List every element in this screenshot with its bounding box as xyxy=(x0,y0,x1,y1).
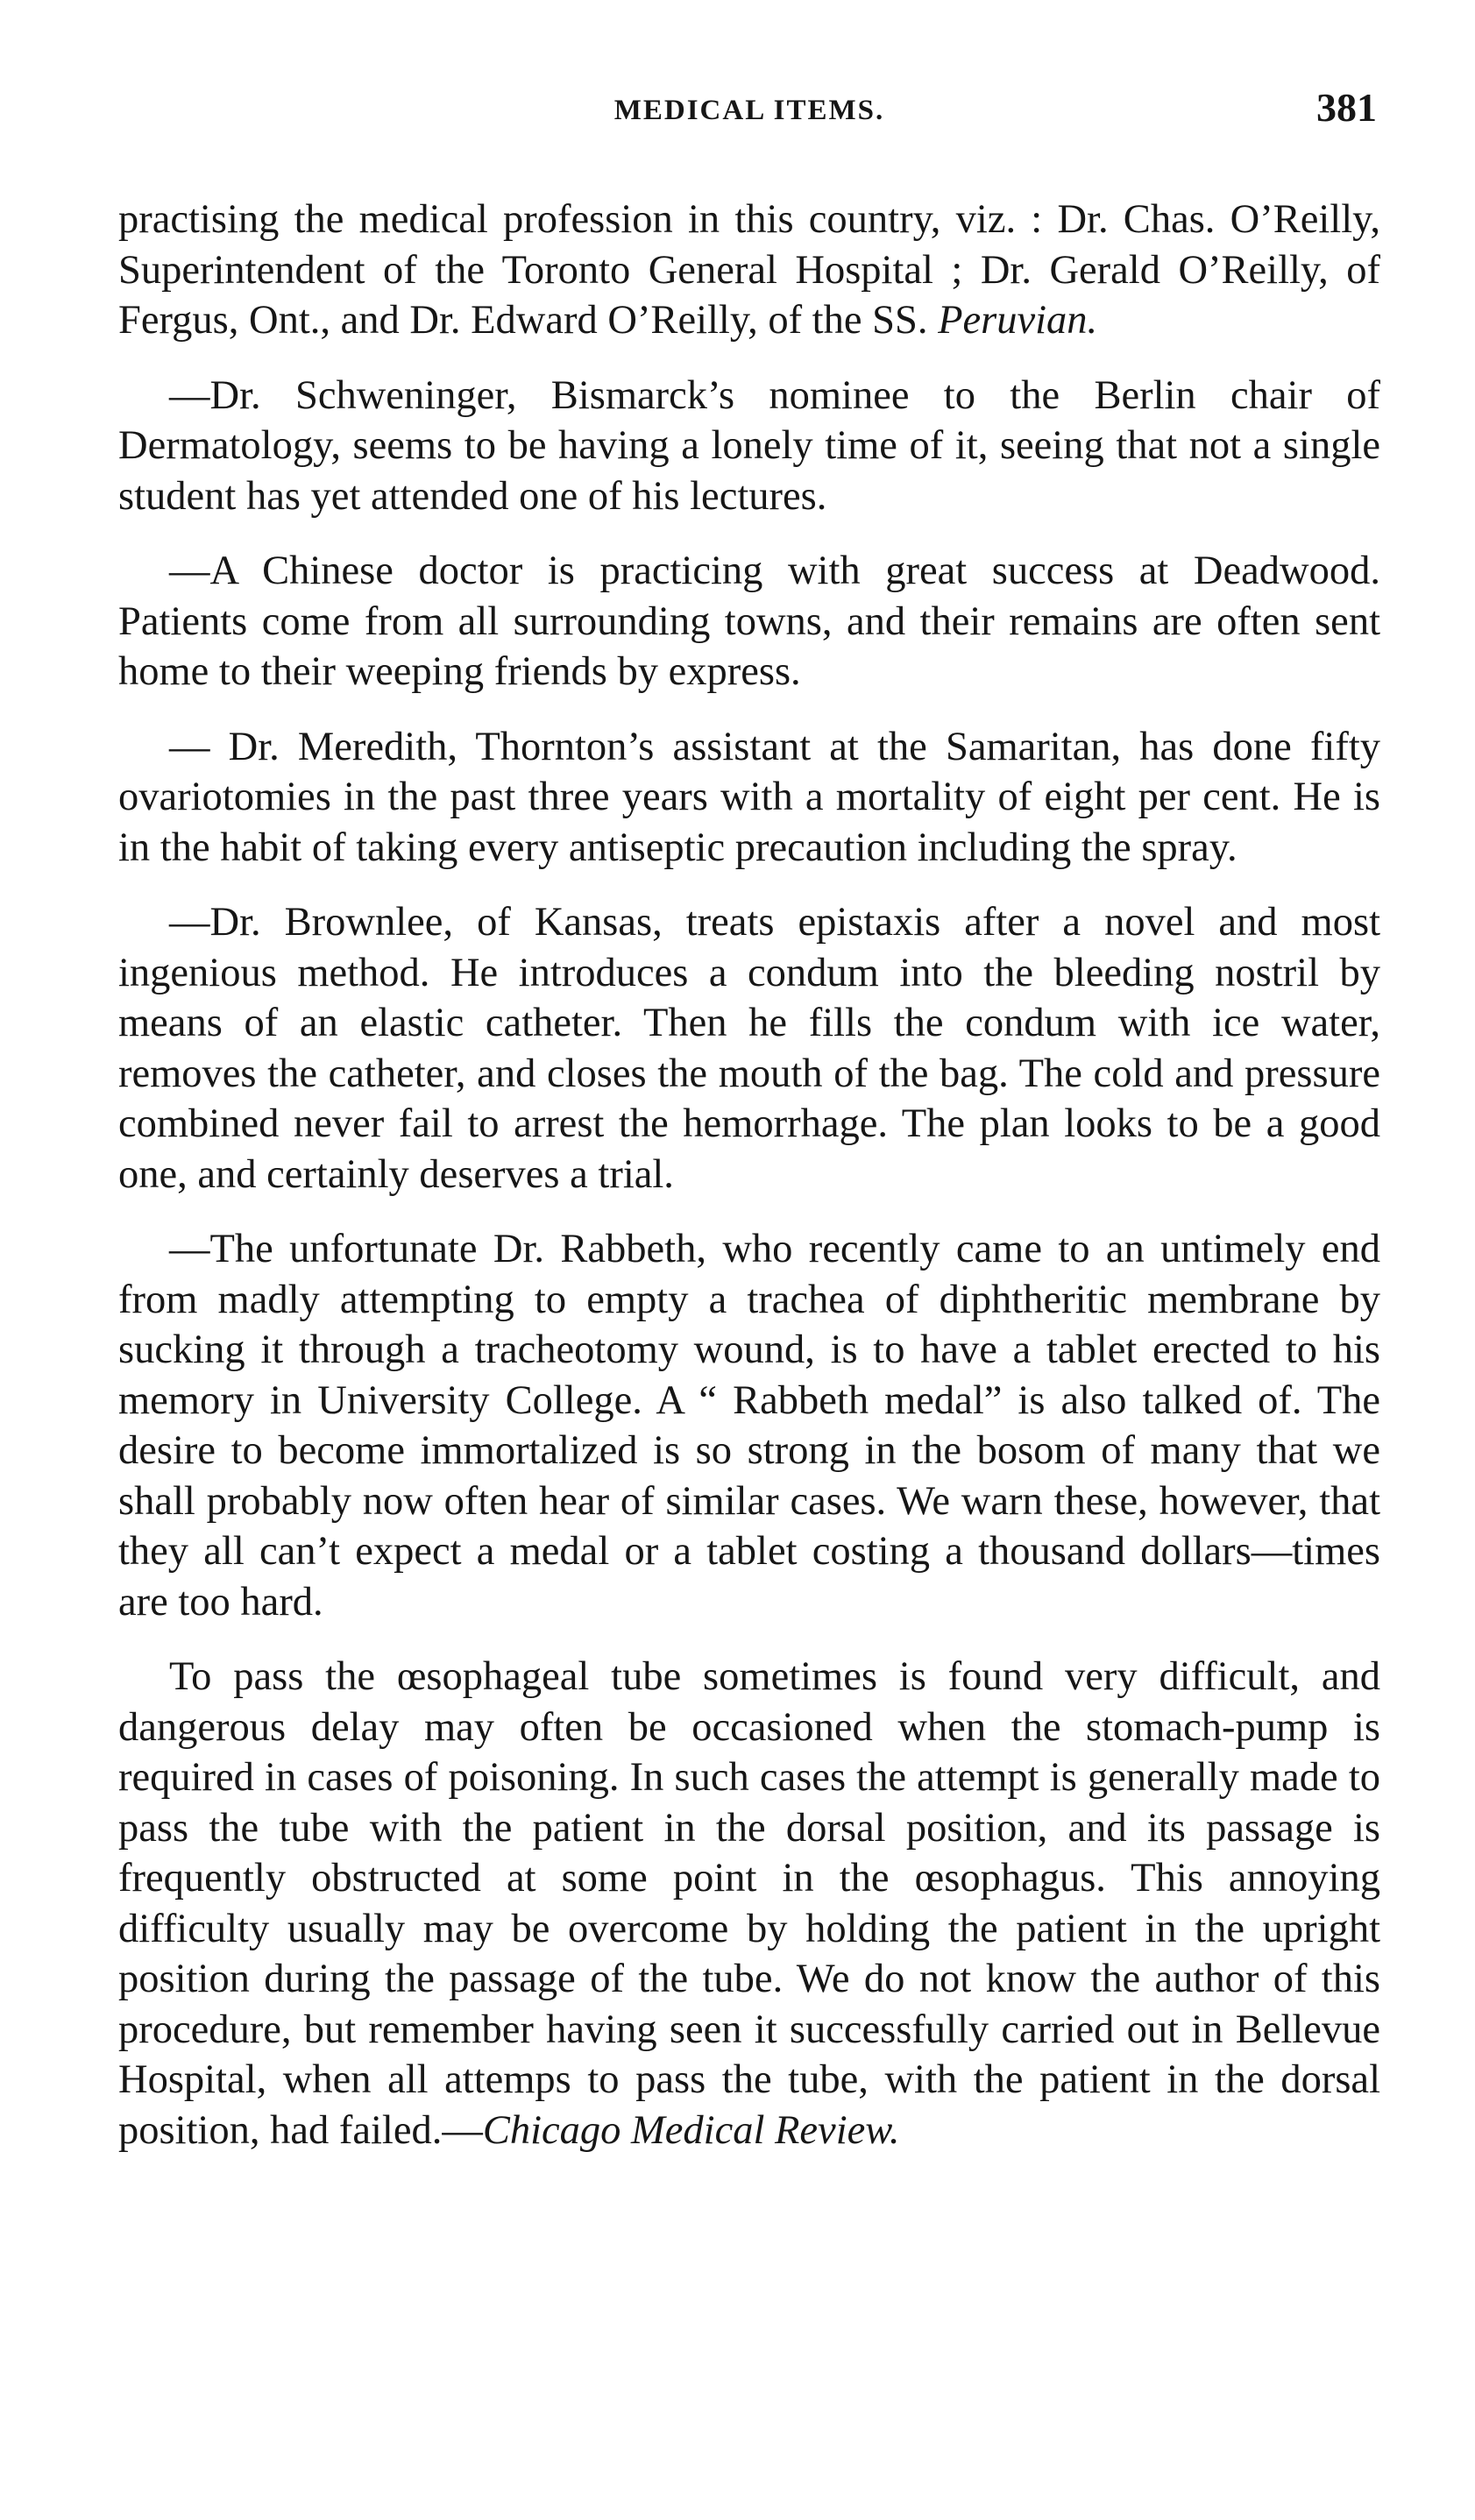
document-page xyxy=(118,79,1380,2180)
ship-name: Peruvian. xyxy=(938,298,1098,343)
running-head xyxy=(118,79,1380,149)
paragraph-text: To pass the œsophageal tube sometimes is found very difficult, and dangerous delay may often be occasioned when the stomach-pump is required in cases of poisoning. In such cases the attempt is generally made to pass the tube with the patient in the dorsal position, and its passage is frequently obstructed at some point in the œsophagus. This annoying difficulty usually may be overcome by holding the patient in the upright position during the passage of the tube. We do not know the author of this procedure, but remember having seen it successfully carried out in Bellevue Hospital, when all attemps to pass the tube, with the patient in the dorsal position, had failed.— xyxy=(118,1654,1380,2153)
paragraph-oesophageal-tube xyxy=(118,1652,1380,2155)
page-number: 381 xyxy=(1316,85,1377,130)
paragraph-schweninger: —Dr. Schweninger, Bismarck’s nominee to the Berlin chair of Dermatology, seems to be having a lonely time of it, seeing that not a single student has yet attended one of his lectures. xyxy=(118,372,1380,519)
paragraph-meredith: — Dr. Meredith, Thornton’s assistant at the Samaritan, has done fifty ovariotomies in the past three years with a mortality of eight per cent. He is in the habit of taking every antiseptic precaution including the spray. xyxy=(118,724,1380,870)
source-citation: Chicago Medical Review. xyxy=(482,2107,900,2153)
paragraph-brownlee: —Dr. Brownlee, of Kansas, treats epistaxis after a novel and most ingenious method. He introduces a condum into the bleeding nostril by means of an elastic catheter. Then he fills the condum with ice water, removes the catheter, and closes the mouth of the bag. The cold and pressure combined never fail to arrest the hemorrhage. The plan looks to be a good one, and certainly deserves a trial. xyxy=(118,900,1380,1197)
paragraph-rabbeth: —The unfortunate Dr. Rabbeth, who recently came to an untimely end from madly attempting to empty a trachea of diphtheritic membrane by sucking it through a tracheotomy wound, is to have a tablet erected to his memory in University College. A “ Rabbeth medal” is also talked of. The desire to become immortalized is so strong in the bosom of many that we shall probably now often hear of similar cases. We warn these, however, that they all can’t expect a medal or a tablet costing a thousand dollars—times are too hard. xyxy=(118,1227,1380,1625)
running-title: MEDICAL ITEMS. xyxy=(613,95,885,126)
paragraph-text: practising the medical profession in this country, viz. : Dr. Chas. O’Reilly, Superintendent of the Toronto General Hospital ; Dr. Gerald O’Reilly, of Fergus, Ont., and Dr. Edward O’Reilly, of the SS. xyxy=(118,197,1380,343)
paragraph-chinese-doctor: —A Chinese doctor is practicing with great success at Deadwood. Patients come from all surrounding towns, and their remains are often sent home to their weeping friends by express. xyxy=(118,549,1380,694)
paragraph-continuation xyxy=(118,195,1380,346)
